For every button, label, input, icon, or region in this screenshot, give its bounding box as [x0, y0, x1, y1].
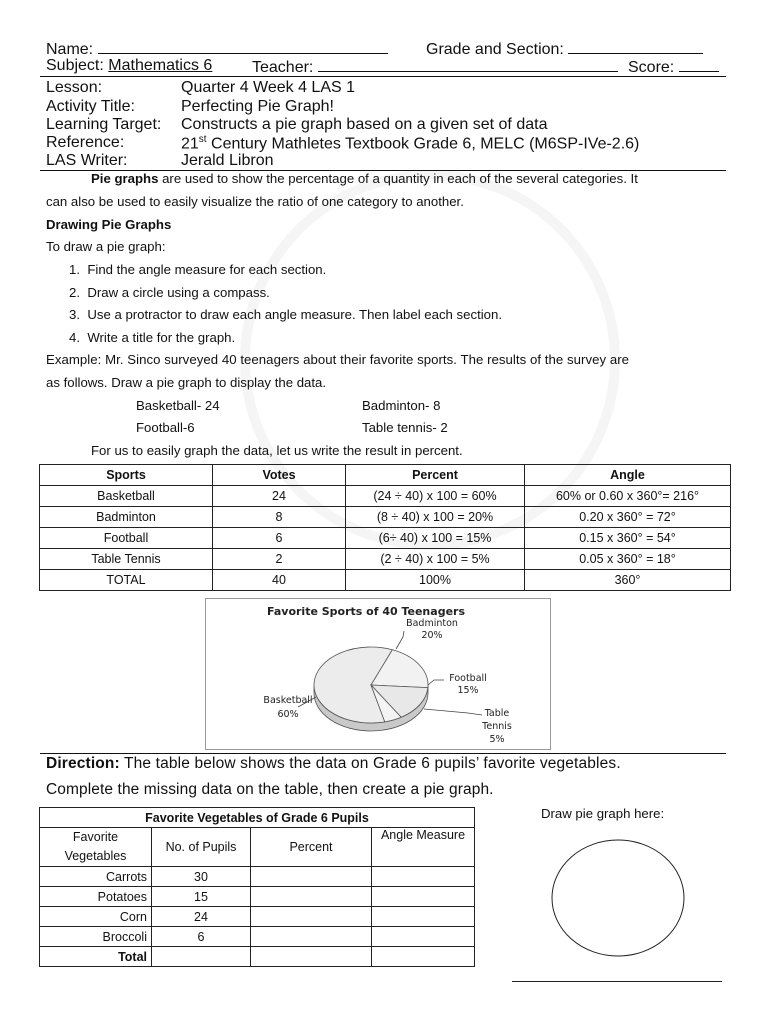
- table-total-row: [40, 947, 475, 967]
- table-cell: 0.20 x 360° = 72°: [525, 507, 731, 528]
- lesson-value: Quarter 4 Week 4 LAS 1: [181, 79, 356, 96]
- slice-pct-table-tennis: 5%: [489, 734, 505, 745]
- leader-line-badminton: [396, 631, 404, 649]
- subject-label: Subject:: [46, 57, 104, 74]
- sports-table: [39, 464, 731, 591]
- intro-line-1: Pie graphs are used to show the percentage of a quantity in each of the several categories. It: [91, 171, 638, 186]
- section-heading: Drawing Pie Graphs: [46, 217, 172, 232]
- table-cell: Carrots: [40, 867, 152, 887]
- intro-line-2: can also be used to easily visualize the ratio of one category to another.: [46, 194, 464, 209]
- table-cell: 100%: [346, 570, 525, 591]
- leader-line-football: [428, 680, 444, 685]
- table-cell: Total: [40, 947, 152, 967]
- step-3: 3. Use a protractor to draw each angle measure. Then label each section.: [69, 307, 502, 322]
- example-item: Badminton- 8: [362, 398, 441, 413]
- empty-circle-drawing-area[interactable]: [548, 836, 688, 960]
- subject-line: [46, 57, 212, 75]
- table-row: [40, 887, 475, 907]
- table-header: Favorite Vegetables: [40, 828, 152, 867]
- table-row: [40, 528, 731, 549]
- table-row: [40, 907, 475, 927]
- table-header: Percent: [251, 828, 372, 867]
- draw-here-label: Draw pie graph here:: [541, 806, 665, 821]
- reference-value: 21st Century Mathletes Textbook Grade 6, MELC (M6SP-IVe-2.6): [181, 134, 640, 153]
- name-field[interactable]: [98, 39, 388, 54]
- table-cell: (6÷ 40) x 100 = 15%: [346, 528, 525, 549]
- table-row: [40, 570, 731, 591]
- activity-title-label: Activity Title:: [46, 98, 135, 115]
- table-cell: 40: [213, 570, 346, 591]
- table-cell: 24: [213, 486, 346, 507]
- grade-line: [426, 39, 703, 59]
- slice-label-football: Football: [449, 673, 487, 684]
- example-line-1: Example: Mr. Sinco surveyed 40 teenagers about their favorite sports. The results of the survey are: [46, 352, 630, 367]
- table-cell: Broccoli: [40, 927, 152, 947]
- table-cell: 8: [213, 507, 346, 528]
- table-header: Percent: [346, 465, 525, 486]
- example-item: Football-6: [136, 420, 195, 435]
- score-line: [628, 57, 719, 77]
- teacher-field[interactable]: [318, 57, 618, 72]
- slice-label-basketball: Basketball: [263, 695, 313, 706]
- table-cell: Potatoes: [40, 887, 152, 907]
- direction-line-1: Direction: The table below shows the data on Grade 6 pupils’ favorite vegetables.: [46, 755, 621, 772]
- table-cell: 60% or 0.60 x 360°= 216°: [525, 486, 731, 507]
- table-cell: (8 ÷ 40) x 100 = 20%: [346, 507, 525, 528]
- table-cell: 6: [213, 528, 346, 549]
- leader-line-table-tennis: [424, 709, 482, 715]
- table-title: Favorite Vegetables of Grade 6 Pupils: [40, 808, 475, 828]
- table-cell: 0.15 x 360° = 54°: [525, 528, 731, 549]
- table-cell: Table Tennis: [40, 549, 213, 570]
- slice-pct-basketball: 60%: [277, 709, 299, 720]
- learning-target-label: Learning Target:: [46, 116, 162, 133]
- angle-input-cell[interactable]: [372, 927, 475, 947]
- lesson-label: Lesson:: [46, 79, 103, 96]
- slice-label-badminton: Badminton: [406, 618, 458, 629]
- drawing-lead: To draw a pie graph:: [46, 239, 166, 254]
- grade-label: Grade and Section:: [426, 41, 564, 58]
- example-item: Table tennis- 2: [362, 420, 448, 435]
- percent-note: For us to easily graph the data, let us write the result in percent.: [91, 443, 463, 458]
- direction-line-2: Complete the missing data on the table, then create a pie graph.: [46, 781, 494, 798]
- angle-input-cell[interactable]: [372, 887, 475, 907]
- score-label: Score:: [628, 59, 675, 76]
- score-field[interactable]: [679, 57, 719, 72]
- table-cell: 0.05 x 360° = 18°: [525, 549, 731, 570]
- step-4: 4. Write a title for the graph.: [69, 330, 236, 345]
- chart-title: Favorite Sports of 40 Teenagers: [266, 605, 466, 618]
- slice-pct-football: 15%: [457, 685, 479, 696]
- grade-field[interactable]: [568, 39, 703, 54]
- table-header: No. of Pupils: [152, 828, 251, 867]
- percent-input-cell[interactable]: [251, 867, 372, 887]
- table-cell: 2: [213, 549, 346, 570]
- table-cell: Basketball: [40, 486, 213, 507]
- activity-title-value: Perfecting Pie Graph!: [181, 98, 334, 115]
- table-row: [40, 507, 731, 528]
- percent-input-cell[interactable]: [251, 907, 372, 927]
- learning-target-value: Constructs a pie graph based on a given set of data: [181, 116, 548, 133]
- teacher-line: [252, 57, 618, 77]
- table-cell: (2 ÷ 40) x 100 = 5%: [346, 549, 525, 570]
- las-writer-value: Jerald Libron: [181, 152, 274, 169]
- table-cell: (24 ÷ 40) x 100 = 60%: [346, 486, 525, 507]
- table-row: [40, 486, 731, 507]
- table-cell: 15: [152, 887, 251, 907]
- table-header: Angle: [525, 465, 731, 486]
- slice-label-table-tennis: Table: [484, 708, 510, 719]
- reference-label: Reference:: [46, 134, 125, 151]
- pie-chart-svg: [206, 599, 550, 749]
- las-writer-label: LAS Writer:: [46, 152, 128, 169]
- table-cell: 24: [152, 907, 251, 927]
- table-cell: TOTAL: [40, 570, 213, 591]
- angle-input-cell[interactable]: [372, 867, 475, 887]
- example-line-2: as follows. Draw a pie graph to display the data.: [46, 375, 327, 390]
- slice-label-table-tennis-2: Tennis: [482, 721, 512, 732]
- pie-chart: [205, 598, 551, 750]
- table-cell: Badminton: [40, 507, 213, 528]
- table-header: Votes: [213, 465, 346, 486]
- step-2: 2. Draw a circle using a compass.: [69, 285, 270, 300]
- pie-slices: [314, 647, 428, 731]
- graph-title-line[interactable]: [512, 981, 722, 982]
- table-cell: Football: [40, 528, 213, 549]
- divider: [40, 753, 726, 754]
- name-line: [46, 39, 388, 59]
- table-cell: 30: [152, 867, 251, 887]
- table-header-row: [40, 465, 731, 486]
- total-angle-input-cell[interactable]: [372, 947, 475, 967]
- table-header-row: [40, 828, 475, 867]
- step-1: 1. Find the angle measure for each section.: [69, 262, 327, 277]
- table-cell: 6: [152, 927, 251, 947]
- teacher-label: Teacher:: [252, 59, 314, 76]
- table-row: [40, 549, 731, 570]
- table-cell: 360°: [525, 570, 731, 591]
- total-percent-input-cell[interactable]: [251, 947, 372, 967]
- angle-input-cell[interactable]: [372, 907, 475, 927]
- table-header: Angle Measure: [372, 828, 475, 867]
- vegetables-table: [39, 807, 475, 967]
- table-title-row: [40, 808, 475, 828]
- percent-input-cell[interactable]: [251, 927, 372, 947]
- total-pupils-input-cell[interactable]: [152, 947, 251, 967]
- table-cell: Corn: [40, 907, 152, 927]
- name-label: Name:: [46, 41, 94, 58]
- table-row: [40, 867, 475, 887]
- slice-pct-badminton: 20%: [421, 630, 443, 641]
- table-header: Sports: [40, 465, 213, 486]
- percent-input-cell[interactable]: [251, 887, 372, 907]
- divider: [40, 76, 726, 77]
- table-row: [40, 927, 475, 947]
- subject-value: Mathematics 6: [108, 57, 213, 74]
- example-item: Basketball- 24: [136, 398, 220, 413]
